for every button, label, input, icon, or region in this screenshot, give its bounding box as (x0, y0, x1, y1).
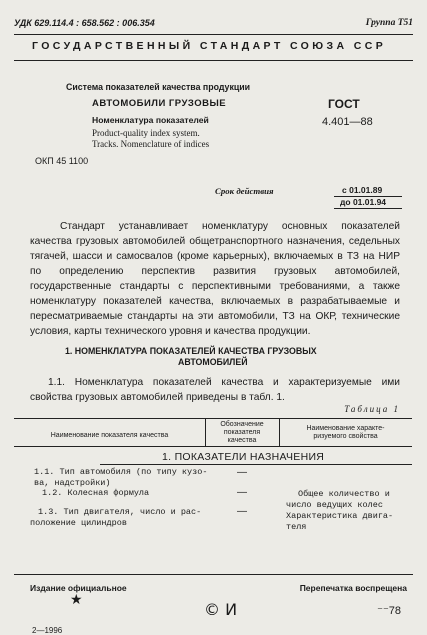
section-heading-1: 1. НОМЕНКЛАТУРА ПОКАЗАТЕЛЕЙ КАЧЕСТВА ГРУЗОВЫХ (65, 346, 317, 356)
print-mark: 2—1996 (32, 626, 63, 635)
table-caption: Таблица 1 (344, 404, 400, 414)
table-row-2-prop-2: число ведущих колес (286, 500, 383, 510)
gost-number: 4.401—88 (322, 116, 373, 128)
table-row-1-symbol: — (237, 467, 247, 478)
table-row-3-name-2: положение цилиндров (30, 518, 127, 528)
english-title-2: Tracks. Nomenclature of indices (92, 139, 210, 149)
table-header-rule (14, 446, 412, 447)
gost-label: ГОСТ (328, 97, 360, 111)
table-header-name: Наименование показателя качества (50, 432, 169, 439)
table-top-rule (14, 418, 412, 419)
system-title: Система показателей качества продукции (66, 82, 251, 92)
udk-code: УДК 629.114.4 : 658.562 : 006.354 (14, 18, 155, 28)
page-mark: ⁻⁻78 (377, 605, 401, 617)
english-title-1: Product-quality index system. (92, 128, 200, 138)
table-header-symbol-2: показателя (223, 429, 261, 436)
table-row-2-prop-1: Общее количество и (298, 489, 390, 499)
standard-title: ГОСУДАРСТВЕННЫЙ СТАНДАРТ СОЮЗА ССР (32, 40, 387, 52)
section-heading-2: АВТОМОБИЛЕЙ (178, 357, 248, 367)
validity-from: с 01.01.89 (342, 185, 383, 195)
table-row-2-name-1: 1.2. Колесная формула (42, 488, 150, 498)
okp-code: ОКП 45 1100 (35, 156, 89, 166)
reprint-prohibited: Перепечатка воспрещена (299, 583, 407, 593)
table-row-3-name-1: 1.3. Тип двигателя, число и рас- (38, 507, 202, 517)
table-row-3-symbol: — (237, 506, 247, 517)
title-rule (14, 60, 413, 61)
table-row-1-name-2: ва, надстройки) (34, 478, 111, 488)
table-row-3-prop-2: теля (286, 522, 307, 532)
nomenclature-title: Номенклатура показателей (92, 115, 209, 125)
validity-underline (334, 208, 402, 209)
intro-paragraph: Стандарт устанавливает номенклатуру основных показателей качества грузовых автомобилей общетранспортного назначения, седельных тягачей, шасси и самосвалов (кроме карьерных), включаемых в ТЗ на НИР по определению перспектив развития грузовых автомобилей, государственные стандарты с перспективными требованиями, а также номенклатуру показателей качества, включаемых в разрабатываемые и пересматриваемые стандарты на эти автомобили, ТЗ на ОКР, технические условия, карты технического уровня и качества продукции. (30, 221, 400, 337)
table-row-1-name-1: 1.1. Тип автомобиля (по типу кузо- (34, 467, 208, 477)
table-header-symbol-3: качества (227, 437, 257, 444)
footer-rule (14, 574, 413, 575)
group-code: Группа Т51 (365, 18, 413, 28)
table-header-property-1: Наименование характе- (306, 425, 385, 432)
product-title: АВТОМОБИЛИ ГРУЗОВЫЕ (92, 98, 227, 109)
validity-label: Срок действия (215, 186, 274, 196)
copyright-mark: © И (204, 600, 238, 619)
table-header-symbol-1: Обозначение (220, 421, 264, 428)
table-section-title: 1. ПОКАЗАТЕЛИ НАЗНАЧЕНИЯ (162, 451, 325, 463)
validity-to: до 01.01.94 (340, 197, 387, 207)
table-header-property-2: ризуемого свойства (313, 433, 378, 440)
star-icon: ★ (70, 593, 83, 608)
official-edition: Издание официальное (30, 583, 127, 593)
top-rule (14, 34, 413, 35)
section-paragraph: 1.1. Номенклатура показателей качества и характеризуемые ими свойства грузовых автомобилей приведены в табл. 1. (30, 377, 400, 403)
table-row-2-symbol: — (237, 487, 247, 498)
table-row-3-prop-1: Характеристика двига- (286, 511, 394, 521)
table-section-rule (100, 464, 412, 465)
